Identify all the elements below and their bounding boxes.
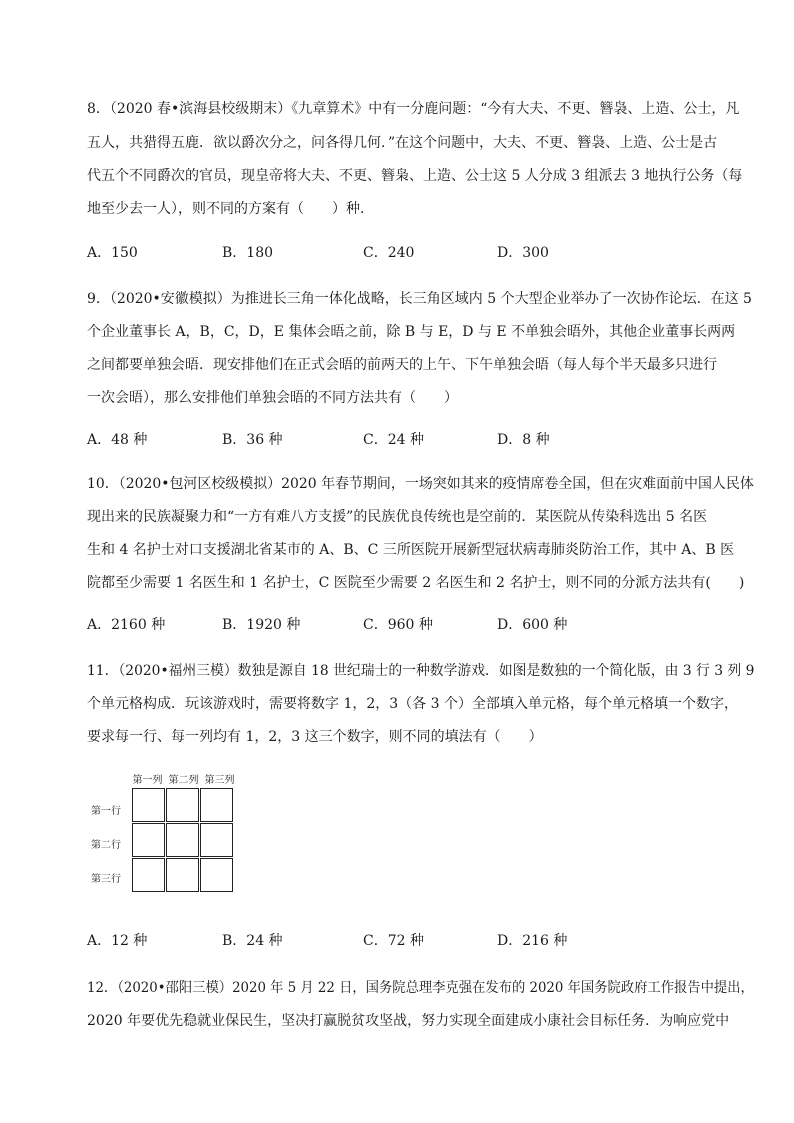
grid-cell: [132, 788, 165, 822]
q8-line-3: 代五个不同爵次的官员，现皇帝将大夫、不更、簪枭、上造、公士这 5 人分成 3 组派去 3 地执行公务（每: [87, 168, 743, 184]
q9-line-1: 9．（2020•安徽模拟）为推进长三角一体化战略，长三角区域内 5 个大型企业举办了一次协作论坛．在这 5: [87, 291, 752, 307]
q11-choice-a: A．12 种: [87, 933, 148, 949]
col-header-2: 第二列: [168, 775, 199, 786]
q11-choice-c: C．72 种: [363, 933, 424, 949]
sudoku-figure: [87, 768, 247, 898]
q9-choice-a: A．48 种: [87, 432, 148, 448]
q8-line-1: 8．（2020 春•滨海县校级期末）《九章算术》中有一分鹿问题：“今有大夫、不更、簪袅、上造、公士，凡: [87, 101, 740, 117]
grid-cell: [166, 788, 199, 822]
q9-line-2: 个企业董事长 A，B，C，D，E 集体会晤之前，除 B 与 E，D 与 E 不单独会晤外，其他企业董事长两两: [87, 324, 736, 340]
q8-choice-d: D．300: [497, 245, 549, 261]
grid-cell: [166, 823, 199, 857]
grid-cell: [132, 858, 165, 892]
q10-line-1: 10．（2020•包河区校级模拟）2020 年春节期间，一场突如其来的疫情席卷全国，但在灾难面前中国人民体: [87, 476, 754, 492]
q9-choice-b: B．36 种: [222, 432, 283, 448]
q10-choice-a: A．2160 种: [87, 617, 166, 633]
q10-choice-c: C．960 种: [363, 617, 433, 633]
row-label-3: 第三行: [91, 874, 121, 885]
q10-choice-d: D．600 种: [497, 617, 568, 633]
sudoku-grid: [132, 788, 234, 892]
q8-choice-a: A．150: [87, 245, 138, 261]
grid-cell: [200, 858, 233, 892]
q10-line-2: 现出来的民族凝聚力和“一方有难八方支援”的民族优良传统也是空前的．某医院从传染科选出 5 名医: [87, 509, 708, 525]
row-label-2: 第二行: [91, 840, 121, 851]
q8-line-4: 地至少去一人），则不同的方案有（ ）种．: [87, 201, 374, 217]
q9-line-4: 一次会晤），那么安排他们单独会晤的不同方法共有（ ）: [87, 390, 458, 406]
q9-choice-d: D．8 种: [497, 432, 550, 448]
q9-choice-c: C．24 种: [363, 432, 424, 448]
q10-line-4: 院都至少需要 1 名医生和 1 名护士，C 医院至少需要 2 名医生和 2 名护士，则不同的分派方法共有( ): [87, 575, 745, 591]
grid-cell: [132, 823, 165, 857]
q12-line-1: 12．（2020•邵阳三模）2020 年 5 月 22 日，国务院总理李克强在发布的 2020 年国务院政府工作报告中提出，: [87, 980, 754, 996]
row-label-1: 第一行: [91, 806, 121, 817]
q8-choice-c: C．240: [363, 245, 415, 261]
grid-column-headers: [129, 768, 241, 786]
q11-choice-b: B．24 种: [222, 933, 283, 949]
q8-line-2: 五人，共猎得五鹿．欲以爵次分之，问各得几何．”在这个问题中，大夫、不更、簪袅、上造、公士是古: [87, 135, 718, 151]
q10-line-3: 生和 4 名护士对口支援湖北省某市的 A、B、C 三所医院开展新型冠状病毒肺炎防治工作，其中 A、B 医: [87, 542, 735, 558]
q11-choice-d: D．216 种: [497, 933, 568, 949]
col-header-3: 第三列: [204, 775, 235, 786]
q11-line-2: 个单元格构成．玩该游戏时，需要将数字 1，2，3（各 3 个）全部填入单元格，每个单元格填一个数字，: [87, 696, 738, 712]
q10-choice-b: B．1920 种: [222, 617, 301, 633]
q9-line-3: 之间都要单独会晤．现安排他们在正式会晤的前两天的上午、下午单独会晤（每人每个半天最多只进行: [87, 357, 717, 373]
grid-cell: [166, 858, 199, 892]
grid-cell: [200, 823, 233, 857]
q11-line-1: 11．（2020•福州三模）数独是源自 18 世纪瑞士的一种数学游戏．如图是数独的一个简化版，由 3 行 3 列 9: [87, 663, 755, 679]
q8-choice-b: B．180: [222, 245, 274, 261]
q11-line-3: 要求每一行、每一列均有 1，2，3 这三个数字，则不同的填法有（ ）: [87, 729, 543, 745]
grid-cell: [200, 788, 233, 822]
q12-line-2: 2020 年要优先稳就业保民生，坚决打赢脱贫攻坚战，努力实现全面建成小康社会目标任务．为响应党中: [87, 1013, 730, 1029]
col-header-1: 第一列: [132, 775, 163, 786]
